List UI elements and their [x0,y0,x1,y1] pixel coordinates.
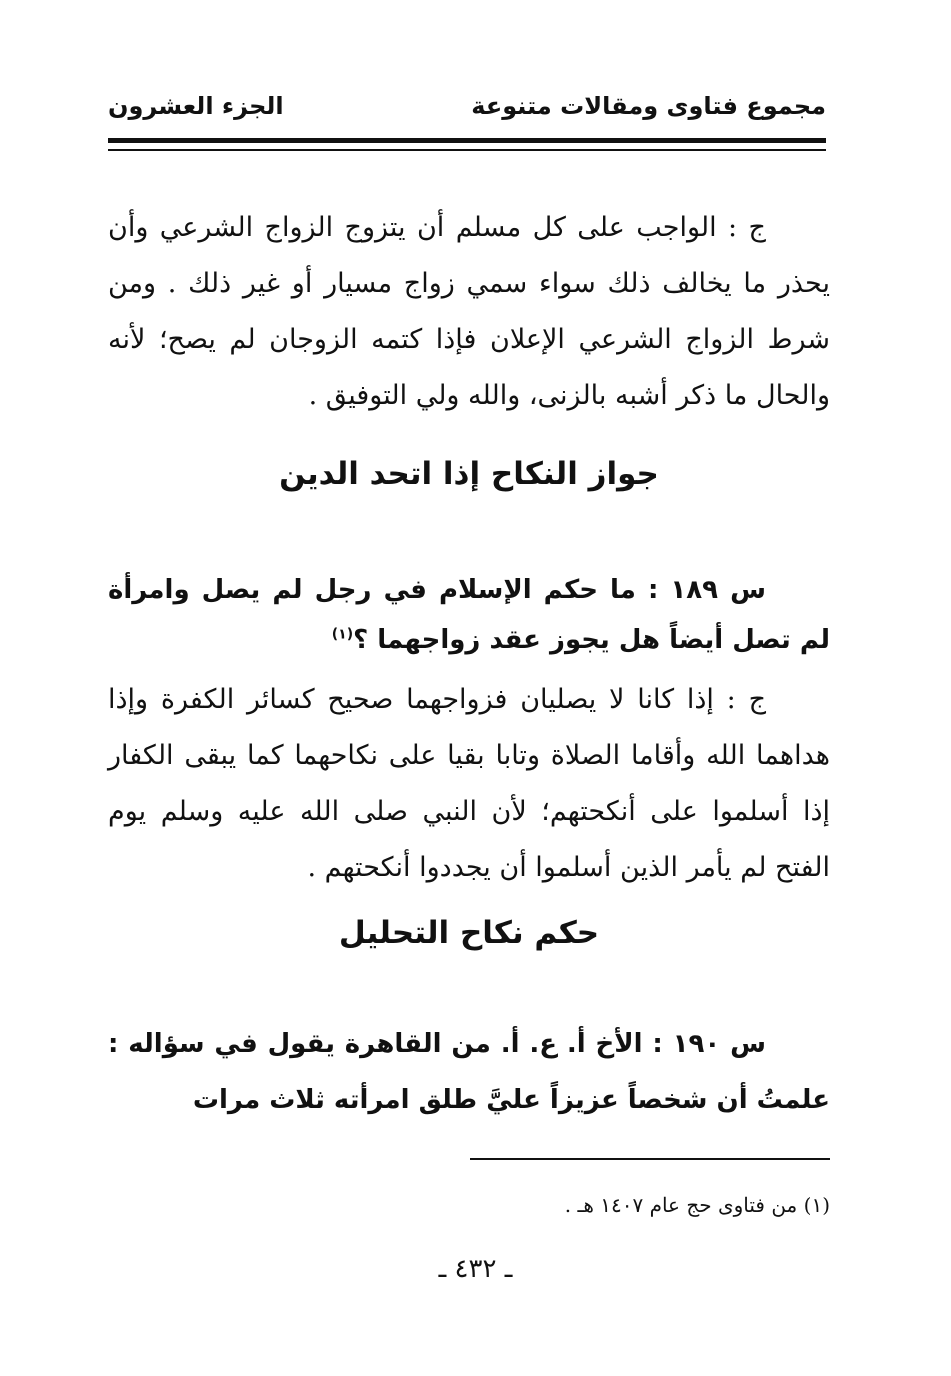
header-rule-thick [108,138,826,143]
question-190-block [108,1016,830,1128]
question-189 [108,565,830,665]
volume-label: الجزء العشرون [108,92,284,120]
header-rule-thin [108,149,826,151]
question-190: س ١٩٠ : الأخ أ. ع. أ. من القاهرة يقول في سؤاله : علمتُ أن شخصاً عزيزاً عليَّ طلق امرأته ثلاث مرات [108,1029,830,1115]
book-title: مجموع فتاوى ومقالات متنوعة [471,92,826,120]
running-header [108,92,826,132]
question-189-text: س ١٨٩ : ما حكم الإسلام في رجل لم يصل وامرأة لم تصل أيضاً هل يجوز عقد زواجهما ؟ [108,575,830,655]
answer-188-text: ج : الواجب على كل مسلم أن يتزوج الزواج الشرعي وأن يحذر ما يخالف ذلك سواء سمي زواج مسيار أو غير ذلك . ومن شرط الزواج الشرعي الإعلان فإذا كتمه الزوجان لم يصح؛ لأنه والحال ما ذكر أشبه بالزنى، والله ولي التوفيق . [108,212,830,411]
section-heading-2: حكم نكاح التحليل [338,915,600,951]
answer-189-block [108,672,830,896]
footnote: (١) من فتاوى حج عام ١٤٠٧ هـ . [564,1193,830,1217]
page-number: ـ ٤٣٢ ـ [438,1254,513,1284]
answer-188-block [108,200,830,424]
footnote-separator [470,1158,830,1160]
section-heading-1: جواز النكاح إذا اتحد الدين [279,456,659,492]
answer-189-text: ج : إذا كانا لا يصليان فزواجهما صحيح كسائر الكفرة وإذا هداهما الله وأقاما الصلاة وتابا بقيا على نكاحهما كما يبقى الكفار إذا أسلموا على أنكحتهم؛ لأن النبي صلى الله عليه وسلم يوم الفتح لم يأمر الذين أسلموا أن يجددوا أنكحتهم . [108,684,830,883]
footnote-mark: (١) [331,626,354,643]
question-189-block [108,565,830,665]
